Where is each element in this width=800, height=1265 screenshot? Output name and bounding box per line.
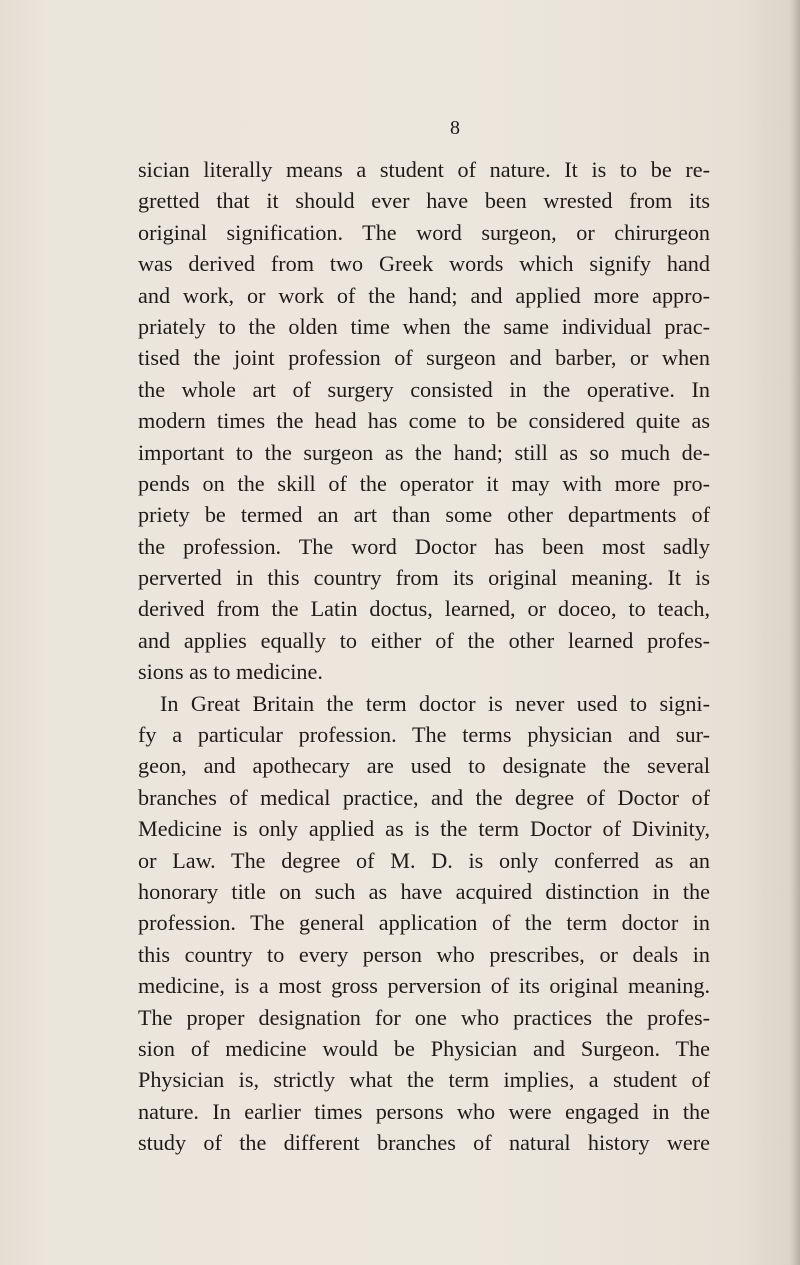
paragraph-start-line: In Great Britain the term doctor is never used to signi- bbox=[160, 690, 710, 716]
text-line: nature. In earlier times persons who were engaged in the bbox=[138, 1098, 710, 1124]
text-line: gretted that it should ever have been wrested from its bbox=[138, 188, 710, 214]
text-line: modern times the head has come to be considered quite as bbox=[138, 408, 710, 434]
text-line: profession. The general application of the term doctor in bbox=[138, 910, 710, 936]
text-line: and work, or work of the hand; and applied more appro- bbox=[138, 282, 710, 308]
body-text bbox=[138, 154, 710, 1159]
text-line: study of the different branches of natural history were bbox=[138, 1130, 710, 1156]
text-line: fy a particular profession. The terms physician and sur- bbox=[138, 722, 710, 748]
text-line: geon, and apothecary are used to designate the several bbox=[138, 753, 710, 779]
paragraph-end-line: sions as to medicine. bbox=[138, 659, 323, 685]
text-line: derived from the Latin doctus, learned, or doceo, to teach, bbox=[138, 596, 710, 622]
text-line: tised the joint profession of surgeon and barber, or when bbox=[138, 345, 710, 371]
text-line: priately to the olden time when the same individual prac- bbox=[138, 313, 710, 339]
text-line: sion of medicine would be Physician and Surgeon. The bbox=[138, 1035, 710, 1061]
text-line: the whole art of surgery consisted in the operative. In bbox=[138, 376, 710, 402]
text-line: perverted in this country from its original meaning. It is bbox=[138, 565, 710, 591]
text-line: was derived from two Greek words which signify hand bbox=[138, 251, 710, 277]
text-line: original signification. The word surgeon, or chirurgeon bbox=[138, 219, 710, 245]
text-line: important to the surgeon as the hand; still as so much de- bbox=[138, 439, 710, 465]
text-line: pends on the skill of the operator it may with more pro- bbox=[138, 470, 710, 496]
text-line: medicine, is a most gross perversion of its original meaning. bbox=[138, 973, 710, 999]
text-line: the profession. The word Doctor has been most sadly bbox=[138, 533, 710, 559]
text-line: and applies equally to either of the other learned profes- bbox=[138, 627, 710, 653]
text-line: priety be termed an art than some other departments of bbox=[138, 502, 710, 528]
text-line: sician literally means a student of nature. It is to be re- bbox=[138, 157, 710, 182]
text-line: this country to every person who prescribes, or deals in bbox=[138, 941, 710, 967]
text-line: Medicine is only applied as is the term Doctor of Divinity, bbox=[138, 816, 710, 842]
text-line: honorary title on such as have acquired distinction in the bbox=[138, 878, 710, 904]
page-edge-shadow bbox=[790, 0, 800, 1265]
text-line: Physician is, strictly what the term implies, a student of bbox=[138, 1067, 710, 1093]
text-line: branches of medical practice, and the degree of Doctor of bbox=[138, 784, 710, 810]
text-line: or Law. The degree of M. D. is only conferred as an bbox=[138, 847, 710, 873]
page-number: 8 bbox=[450, 117, 460, 139]
text-line: The proper designation for one who practices the profes- bbox=[138, 1004, 710, 1030]
